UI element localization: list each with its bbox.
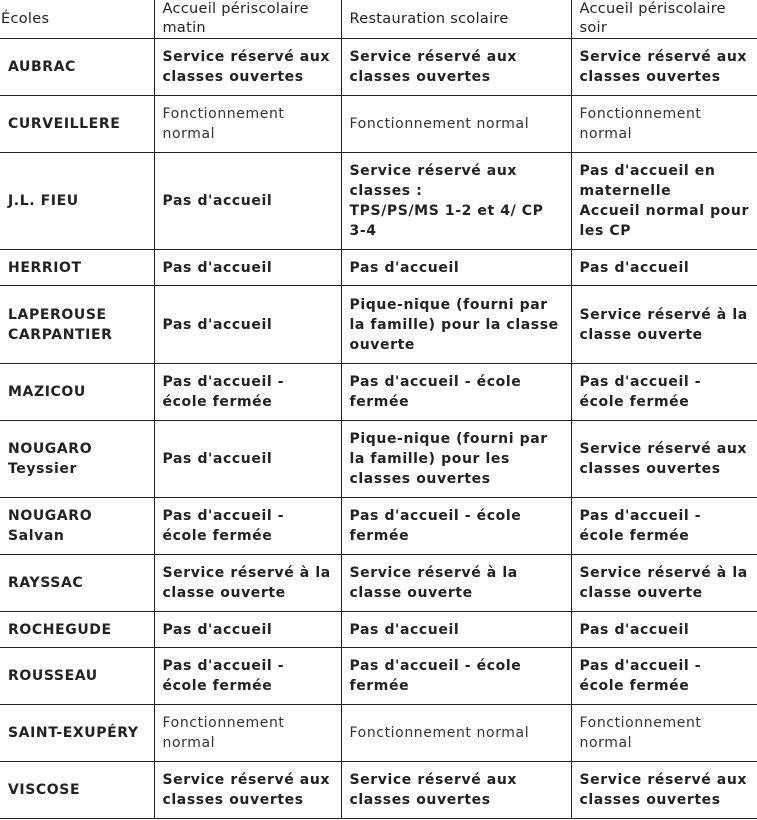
- status-text-line: Pas d'accueil en maternelle: [579, 163, 716, 199]
- school-catering-status: [341, 648, 571, 705]
- school-catering-status: [341, 153, 571, 250]
- status-text-line: Fonctionnement normal: [162, 715, 285, 751]
- school-catering-status: [341, 250, 571, 286]
- status-text-line: Pas d'accueil: [579, 259, 690, 276]
- status-text-line: Pas d'accueil: [349, 259, 460, 276]
- header-schools: Écoles: [0, 0, 154, 39]
- school-name-line: Teyssier: [8, 461, 77, 477]
- school-name: [0, 39, 154, 96]
- status-text-line: Service réservé à la classe ouverte: [162, 565, 331, 601]
- status-text-line: Service réservé aux classes ouvertes: [349, 772, 518, 808]
- morning-care-status: [154, 286, 341, 364]
- school-catering-status: [341, 364, 571, 421]
- status-text-line: Pas d'accueil - école fermée: [162, 374, 285, 410]
- school-name: [0, 498, 154, 555]
- table-row: [0, 705, 757, 762]
- header-school-catering: Restauration scolaire: [341, 0, 571, 39]
- school-catering-status: [341, 421, 571, 498]
- school-name: [0, 705, 154, 762]
- school-name: [0, 762, 154, 819]
- morning-care-status: [154, 762, 341, 819]
- table-row: [0, 555, 757, 612]
- status-text-line: Fonctionnement normal: [349, 725, 530, 741]
- status-text-line: Service réservé aux classes ouvertes: [349, 49, 518, 85]
- school-name: [0, 555, 154, 612]
- table-row: [0, 286, 757, 364]
- status-text-line: Pique-nique (fourni par la famille) pour les classes ouvertes: [349, 431, 548, 487]
- status-text-line: Pas d'accueil - école fermée: [162, 658, 285, 694]
- morning-care-status: [154, 421, 341, 498]
- status-text-line: Pas d'accueil: [162, 193, 273, 209]
- status-text-line: Pas d'accueil - école fermée: [349, 374, 522, 410]
- table-row: [0, 250, 757, 286]
- school-catering-status: [341, 96, 571, 153]
- table-header-row: [0, 0, 757, 39]
- status-text-line: Pas d'accueil - école fermée: [162, 508, 285, 544]
- school-name: [0, 612, 154, 648]
- school-name-line: NOUGARO: [8, 508, 93, 524]
- school-name-line: RAYSSAC: [8, 575, 84, 591]
- school-name-line: SAINT-EXUPÉRY: [8, 725, 139, 741]
- morning-care-status: [154, 555, 341, 612]
- header-evening-care: Accueil périscolaire soir: [571, 0, 757, 39]
- school-catering-status: [341, 39, 571, 96]
- evening-care-status: [571, 421, 757, 498]
- status-text-line: Pas d'accueil - école fermée: [349, 658, 522, 694]
- status-text-line: Pas d'accueil: [162, 451, 273, 467]
- school-name: [0, 648, 154, 705]
- evening-care-status: [571, 612, 757, 648]
- morning-care-status: [154, 364, 341, 421]
- header-morning-care: Accueil périscolaire matin: [154, 0, 341, 39]
- status-text-line: Fonctionnement normal: [579, 106, 702, 142]
- school-name: [0, 250, 154, 286]
- evening-care-status: [571, 96, 757, 153]
- status-text-line: Service réservé à la classe ouverte: [349, 565, 518, 601]
- status-text-line: Fonctionnement normal: [162, 106, 285, 142]
- school-name-line: AUBRAC: [8, 59, 76, 75]
- morning-care-status: [154, 250, 341, 286]
- status-text-line: Pas d'accueil: [579, 621, 690, 638]
- evening-care-status: [571, 705, 757, 762]
- status-text-line: Service réservé à la classe ouverte: [579, 306, 748, 343]
- school-name: [0, 364, 154, 421]
- status-text-line: Pique-nique (fourni par la famille) pour la classe ouverte: [349, 296, 559, 353]
- evening-care-status: [571, 364, 757, 421]
- status-text-line: Pas d'accueil - école fermée: [579, 374, 702, 410]
- school-name-line: MAZICOU: [8, 384, 86, 400]
- morning-care-status: [154, 498, 341, 555]
- status-text-line: TPS/PS/MS 1-2 et 4/ CP 3-4: [349, 203, 544, 239]
- evening-care-status: [571, 555, 757, 612]
- status-text-line: Fonctionnement normal: [349, 116, 530, 132]
- status-text-line: Pas d'accueil - école fermée: [579, 508, 702, 544]
- school-catering-status: [341, 705, 571, 762]
- status-text-line: Accueil normal pour les CP: [579, 203, 749, 239]
- evening-care-status: [571, 250, 757, 286]
- morning-care-status: [154, 612, 341, 648]
- status-text-line: Service réservé à la classe ouverte: [579, 565, 748, 601]
- school-name: [0, 421, 154, 498]
- school-name-line: CARPANTIER: [8, 326, 113, 343]
- table-row: [0, 421, 757, 498]
- school-name-line: NOUGARO: [8, 441, 93, 457]
- status-text-line: Pas d'accueil: [162, 316, 273, 333]
- school-catering-status: [341, 555, 571, 612]
- school-name-line: ROCHEGUDE: [8, 621, 112, 638]
- school-catering-status: [341, 612, 571, 648]
- status-text-line: Service réservé aux classes ouvertes: [579, 772, 748, 808]
- school-name-line: ROUSSEAU: [8, 668, 98, 684]
- school-catering-status: [341, 286, 571, 364]
- school-name-line: Salvan: [8, 528, 65, 544]
- morning-care-status: [154, 39, 341, 96]
- school-name-line: HERRIOT: [8, 259, 82, 276]
- school-name-line: CURVEILLERE: [8, 116, 121, 132]
- school-name-line: VISCOSE: [8, 782, 81, 798]
- status-text-line: Pas d'accueil: [162, 621, 273, 638]
- evening-care-status: [571, 286, 757, 364]
- table-body: [0, 39, 757, 819]
- table-row: [0, 153, 757, 250]
- status-text-line: Service réservé aux classes ouvertes: [162, 772, 331, 808]
- school-catering-status: [341, 498, 571, 555]
- status-text-line: Pas d'accueil: [162, 259, 273, 276]
- school-name: [0, 153, 154, 250]
- school-name-line: J.L. FIEU: [8, 193, 79, 209]
- table-row: [0, 364, 757, 421]
- school-catering-status: [341, 762, 571, 819]
- status-text-line: Pas d'accueil - école fermée: [349, 508, 522, 544]
- evening-care-status: [571, 39, 757, 96]
- school-name: [0, 96, 154, 153]
- table-row: [0, 612, 757, 648]
- table-row: [0, 96, 757, 153]
- table-row: [0, 648, 757, 705]
- morning-care-status: [154, 153, 341, 250]
- evening-care-status: [571, 762, 757, 819]
- table-row: [0, 762, 757, 819]
- status-text-line: Service réservé aux classes ouvertes: [162, 49, 331, 85]
- evening-care-status: [571, 648, 757, 705]
- evening-care-status: [571, 153, 757, 250]
- status-text-line: Pas d'accueil - école fermée: [579, 658, 702, 694]
- status-text-line: Service réservé aux classes :: [349, 163, 518, 199]
- morning-care-status: [154, 705, 341, 762]
- table-row: [0, 498, 757, 555]
- school-name-line: LAPEROUSE: [8, 306, 107, 323]
- evening-care-status: [571, 498, 757, 555]
- morning-care-status: [154, 96, 341, 153]
- status-text-line: Fonctionnement normal: [579, 715, 702, 751]
- status-text-line: Service réservé aux classes ouvertes: [579, 441, 748, 477]
- status-text-line: Pas d'accueil: [349, 621, 460, 638]
- school-name: [0, 286, 154, 364]
- morning-care-status: [154, 648, 341, 705]
- table-row: [0, 39, 757, 96]
- status-text-line: Service réservé aux classes ouvertes: [579, 49, 748, 85]
